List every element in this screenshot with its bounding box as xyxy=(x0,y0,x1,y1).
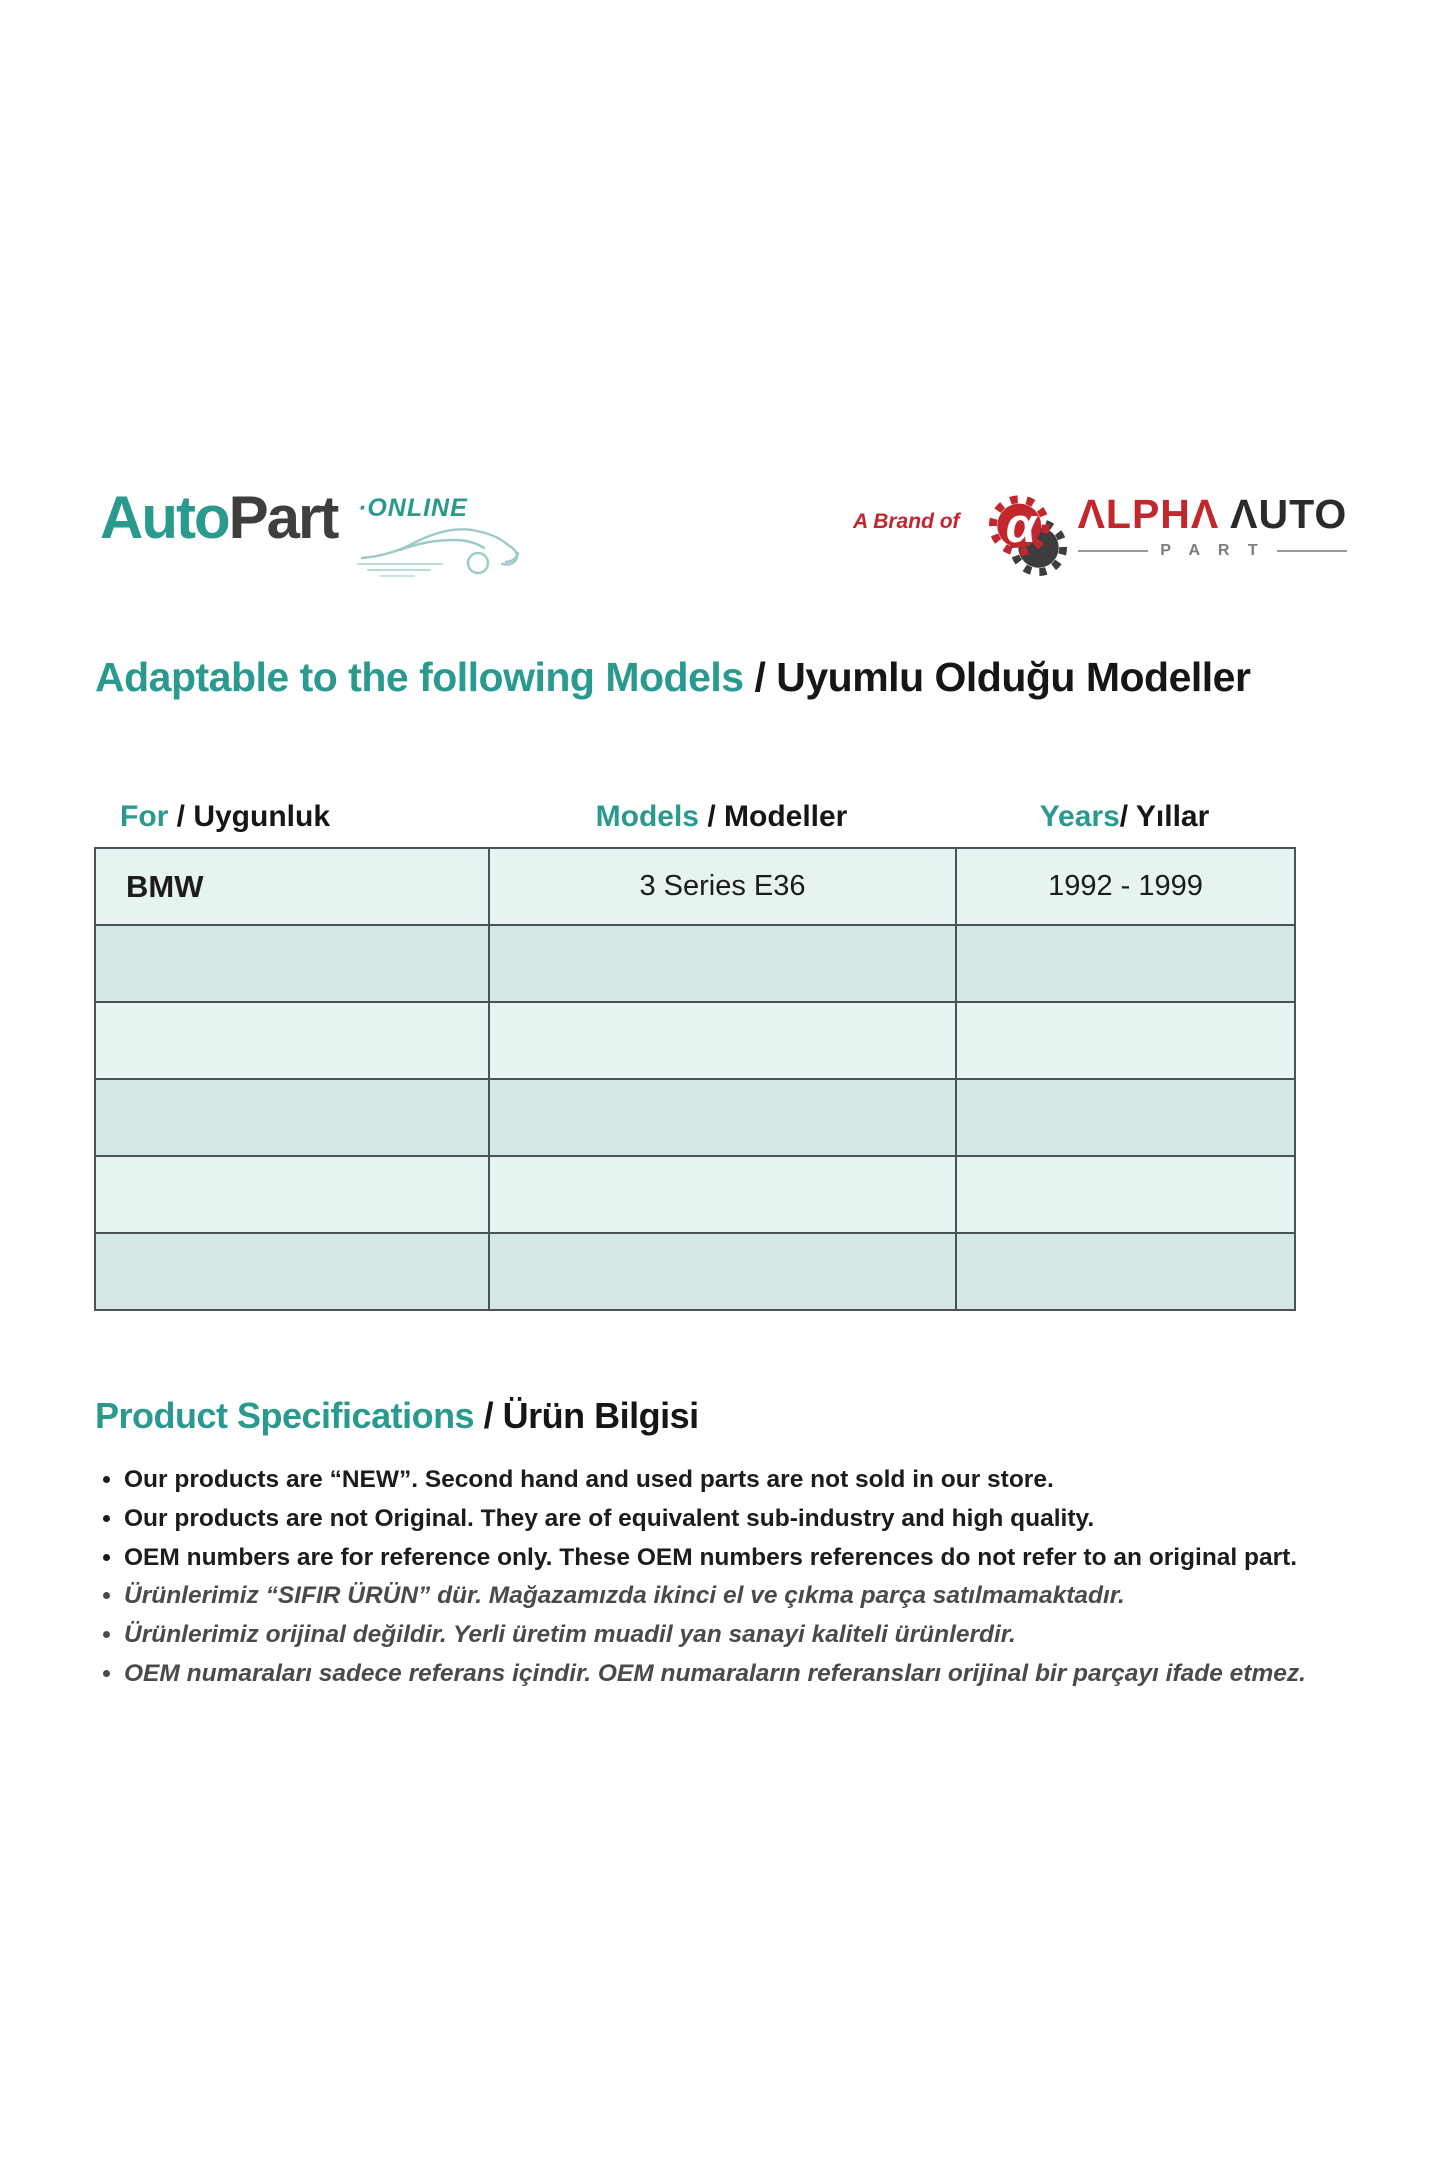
cell-brand: BMW xyxy=(95,848,489,925)
specs-title-tr: / Ürün Bilgisi xyxy=(474,1395,699,1436)
cell-years xyxy=(956,1156,1295,1233)
spec-bullets xyxy=(100,1461,1370,1694)
autopart-online-logo xyxy=(100,484,540,598)
list-item: • OEM numbers are for reference only. These OEM numbers references do not refer to an original part. xyxy=(124,1539,1370,1578)
header-years-tr: / Yıllar xyxy=(1119,800,1210,833)
cell-brand xyxy=(95,1233,489,1310)
cell-years xyxy=(956,1079,1295,1156)
cell-brand xyxy=(95,925,489,1002)
car-silhouette-icon xyxy=(356,518,536,580)
cell-model xyxy=(489,1079,956,1156)
header-for-en: For xyxy=(120,800,169,833)
models-section-title xyxy=(95,655,1250,700)
cell-years xyxy=(956,1002,1295,1079)
alpha-wordmark-block xyxy=(1077,491,1348,560)
cell-brand xyxy=(95,1156,489,1233)
table-row xyxy=(95,1079,1295,1156)
table-row xyxy=(95,848,1295,925)
list-item: • Our products are “NEW”. Second hand and used parts are not sold in our store. xyxy=(124,1461,1370,1500)
models-title-en: Adaptable to the following Models xyxy=(95,654,744,700)
compat-table-header xyxy=(94,780,1294,832)
header-for-tr: / Uygunluk xyxy=(168,800,331,833)
table-row xyxy=(95,1002,1295,1079)
header-years-en: Years xyxy=(1039,800,1120,833)
cell-model xyxy=(489,1233,956,1310)
cell-brand xyxy=(95,1079,489,1156)
spec-list-turkish xyxy=(100,1577,1370,1693)
part-right-rule xyxy=(1277,550,1348,552)
gear-icon xyxy=(984,494,1072,580)
alpha-auto-part-logo xyxy=(853,491,1348,580)
autopart-part-text: Part xyxy=(228,484,338,551)
brand-of-text: A Brand of xyxy=(853,510,960,533)
column-header-models xyxy=(488,802,955,832)
cell-years: 1992 - 1999 xyxy=(956,848,1295,925)
alpha-auto-wordmark xyxy=(1077,491,1348,537)
header-models-en: Models xyxy=(595,800,699,833)
cell-brand xyxy=(95,1002,489,1079)
autopart-wordmark xyxy=(100,484,338,551)
table-row xyxy=(95,925,1295,1002)
alpha-part-row xyxy=(1078,542,1348,560)
models-title-tr: / Uyumlu Olduğu Modeller xyxy=(743,654,1251,700)
column-header-for xyxy=(94,802,488,832)
alpha-text: ΛLPHΛ xyxy=(1077,491,1220,537)
autopart-online-text: ·ONLINE xyxy=(358,494,468,522)
specs-section-title xyxy=(95,1396,699,1436)
spec-list-english xyxy=(100,1461,1370,1577)
part-left-rule xyxy=(1078,550,1149,552)
list-item: • Ürünlerimiz orijinal değildir. Yerli üretim muadil yan sanayi kaliteli ürünlerdir. xyxy=(124,1616,1370,1655)
cell-model xyxy=(489,1002,956,1079)
list-item: • Ürünlerimiz “SIFIR ÜRÜN” dür. Mağazamızda ikinci el ve çıkma parça satılmamaktadır. xyxy=(124,1577,1370,1616)
auto-text: ΛUTO xyxy=(1230,491,1348,537)
table-row xyxy=(95,1233,1295,1310)
cell-years xyxy=(956,1233,1295,1310)
cell-model xyxy=(489,1156,956,1233)
alpha-glyph: α xyxy=(1005,499,1036,554)
specs-title-en: Product Specifications xyxy=(95,1395,475,1436)
autopart-auto-text: Auto xyxy=(100,484,229,551)
column-header-years xyxy=(955,802,1294,832)
list-item: • OEM numaraları sadece referans içindir. OEM numaraların referansları orijinal bir parçayı ifade etmez. xyxy=(124,1655,1370,1694)
cell-model: 3 Series E36 xyxy=(489,848,956,925)
list-item: • Our products are not Original. They are of equivalent sub-industry and high quality. xyxy=(124,1500,1370,1539)
cell-years xyxy=(956,925,1295,1002)
cell-model xyxy=(489,925,956,1002)
table-row xyxy=(95,1156,1295,1233)
header-models-tr: / Modeller xyxy=(699,800,848,833)
compatibility-table xyxy=(94,847,1296,1311)
part-text: P A R T xyxy=(1160,542,1265,559)
